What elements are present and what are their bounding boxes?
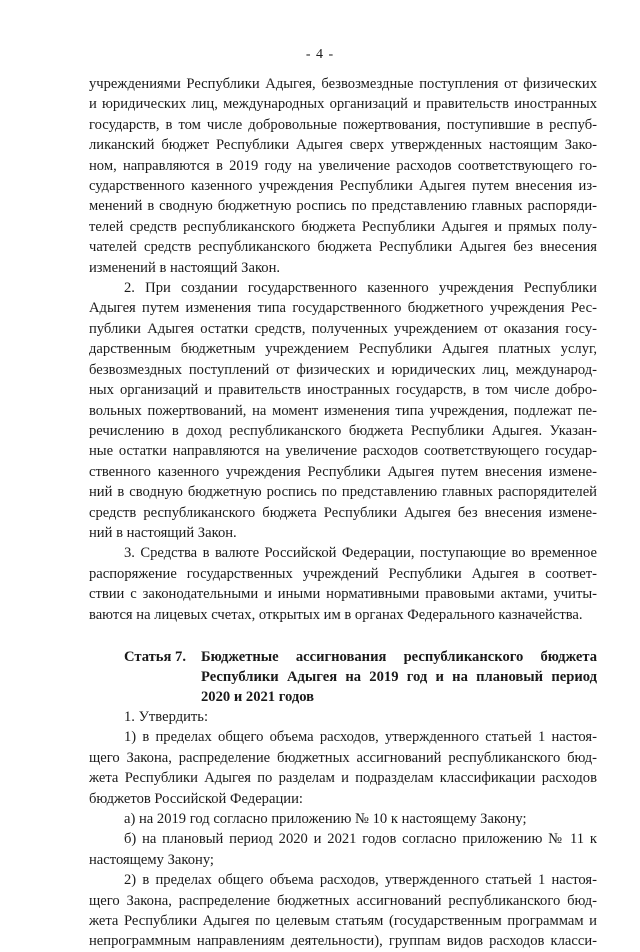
text-line: учреждениями Республики Адыгея, безвозмездные поступления от физических — [89, 76, 597, 92]
document-body — [89, 74, 597, 952]
text-line: Адыгея путем изменения типа государственного бюджетного учреждения Рес- — [89, 300, 597, 317]
paragraph-3 — [89, 543, 597, 625]
text-line: ствии с законодательными и иными нормативными правовыми актами, учиты- — [89, 586, 597, 603]
text-line: бюджетов Российской Федерации: — [89, 790, 303, 807]
text-line: 3. Средства в валюте Российской Федерации, поступающие во временное — [124, 545, 597, 562]
paragraph-2 — [89, 278, 597, 543]
item-1a: а) на 2019 год согласно приложению № 10 к настоящему Закону; — [124, 811, 527, 827]
text-line: настоящему Закону; — [89, 851, 214, 868]
text-line: щего Закона, распределение бюджетных ассигнований республиканского бюд- — [89, 892, 597, 909]
text-line: ственного казенного учреждения Республики Адыгея путем внесения измене- — [89, 463, 597, 480]
text-line: непрограммным направлениям деятельности), группам видов расходов класси- — [89, 933, 597, 950]
text-line: ных организаций и правительств иностранных государств, в том числе добро- — [89, 382, 597, 399]
text-line: речислению в доход республиканского бюджета Республики Адыгея. Указан- — [89, 422, 597, 439]
text-line: публики Адыгея остатки средств, полученных учреждением от оказания госу- — [89, 320, 597, 337]
text-line: и юридических лиц, международных организаций и правительств иностранных — [89, 96, 597, 113]
text-line: дарственным бюджетным учреждением Республики Адыгея платных услуг, — [89, 341, 597, 358]
article-title-line: Республики Адыгея на 2019 год и на плановый период — [201, 668, 597, 685]
paragraph-1 — [89, 74, 597, 278]
item-1 — [89, 727, 597, 809]
approve-line: 1. Утвердить: — [124, 708, 209, 725]
text-line: ном, направляются в 2019 году на увеличение расходов соответствующего го- — [89, 157, 597, 174]
item-2 — [89, 870, 597, 952]
text-line: ний в настоящий Закон. — [89, 524, 237, 541]
text-line: б) на плановый период 2020 и 2021 годов согласно приложению № 11 к — [124, 831, 597, 848]
text-line: ний в сводную бюджетную роспись по представлению главных распорядителей — [89, 484, 597, 501]
text-line: телей средств республиканского бюджета Республики Адыгея и прямых полу- — [89, 218, 597, 235]
text-line: средств республиканского бюджета Республики Адыгея без внесения измене- — [89, 504, 597, 521]
text-line: безвозмездных поступлений от физических и юридических лиц, международ- — [89, 361, 597, 378]
text-line: менений в сводную бюджетную роспись по представлению главных распоряди- — [89, 198, 597, 215]
text-line: ваются на лицевых счетах, открытых им в органах Федерального казначейства. — [89, 606, 583, 623]
text-line: 2) в пределах общего объема расходов, утвержденного статьей 1 настоя- — [124, 872, 597, 889]
item-1b — [89, 829, 597, 870]
text-line: сударственного казенного учреждения Республики Адыгея путем внесения из- — [89, 178, 597, 195]
text-line: ликанский бюджет Республики Адыгея сверх утвержденных настоящим Зако- — [89, 137, 597, 154]
text-line: 2. При создании государственного казенного учреждения Республики — [124, 280, 597, 297]
article-heading — [89, 647, 597, 707]
text-line: изменений в настоящий Закон. — [89, 259, 281, 276]
text-line: распоряжение государственных учреждений Республики Адыгея в соответ- — [89, 565, 597, 582]
article-title — [201, 647, 597, 707]
text-line: жета Республики Адыгея по целевым статьям (государственным программам и — [89, 913, 597, 930]
text-line: щего Закона, распределение бюджетных ассигнований республиканского бюд- — [89, 749, 597, 766]
article-label: Статья 7. — [124, 648, 186, 665]
text-line: 1) в пределах общего объема расходов, утвержденного статьей 1 настоя- — [124, 729, 597, 746]
article-title-line: Бюджетные ассигнования республиканского бюджета — [201, 648, 597, 665]
text-line: государств, в том числе добровольные пожертвования, поступившие в респуб- — [89, 116, 597, 133]
text-line: ные остатки направляются на увеличение расходов соответствующего государ- — [89, 443, 597, 460]
text-line: чателей средств республиканского бюджета Республики Адыгея без внесения — [89, 239, 597, 256]
text-line: жета Республики Адыгея по разделам и подразделам классификации расходов — [89, 770, 597, 787]
text-line: вольных пожертвований, на момент изменения типа учреждения, подлежат пе- — [89, 402, 597, 419]
article-title-line: 2020 и 2021 годов — [201, 688, 315, 705]
page-number: - 4 - — [305, 47, 335, 62]
